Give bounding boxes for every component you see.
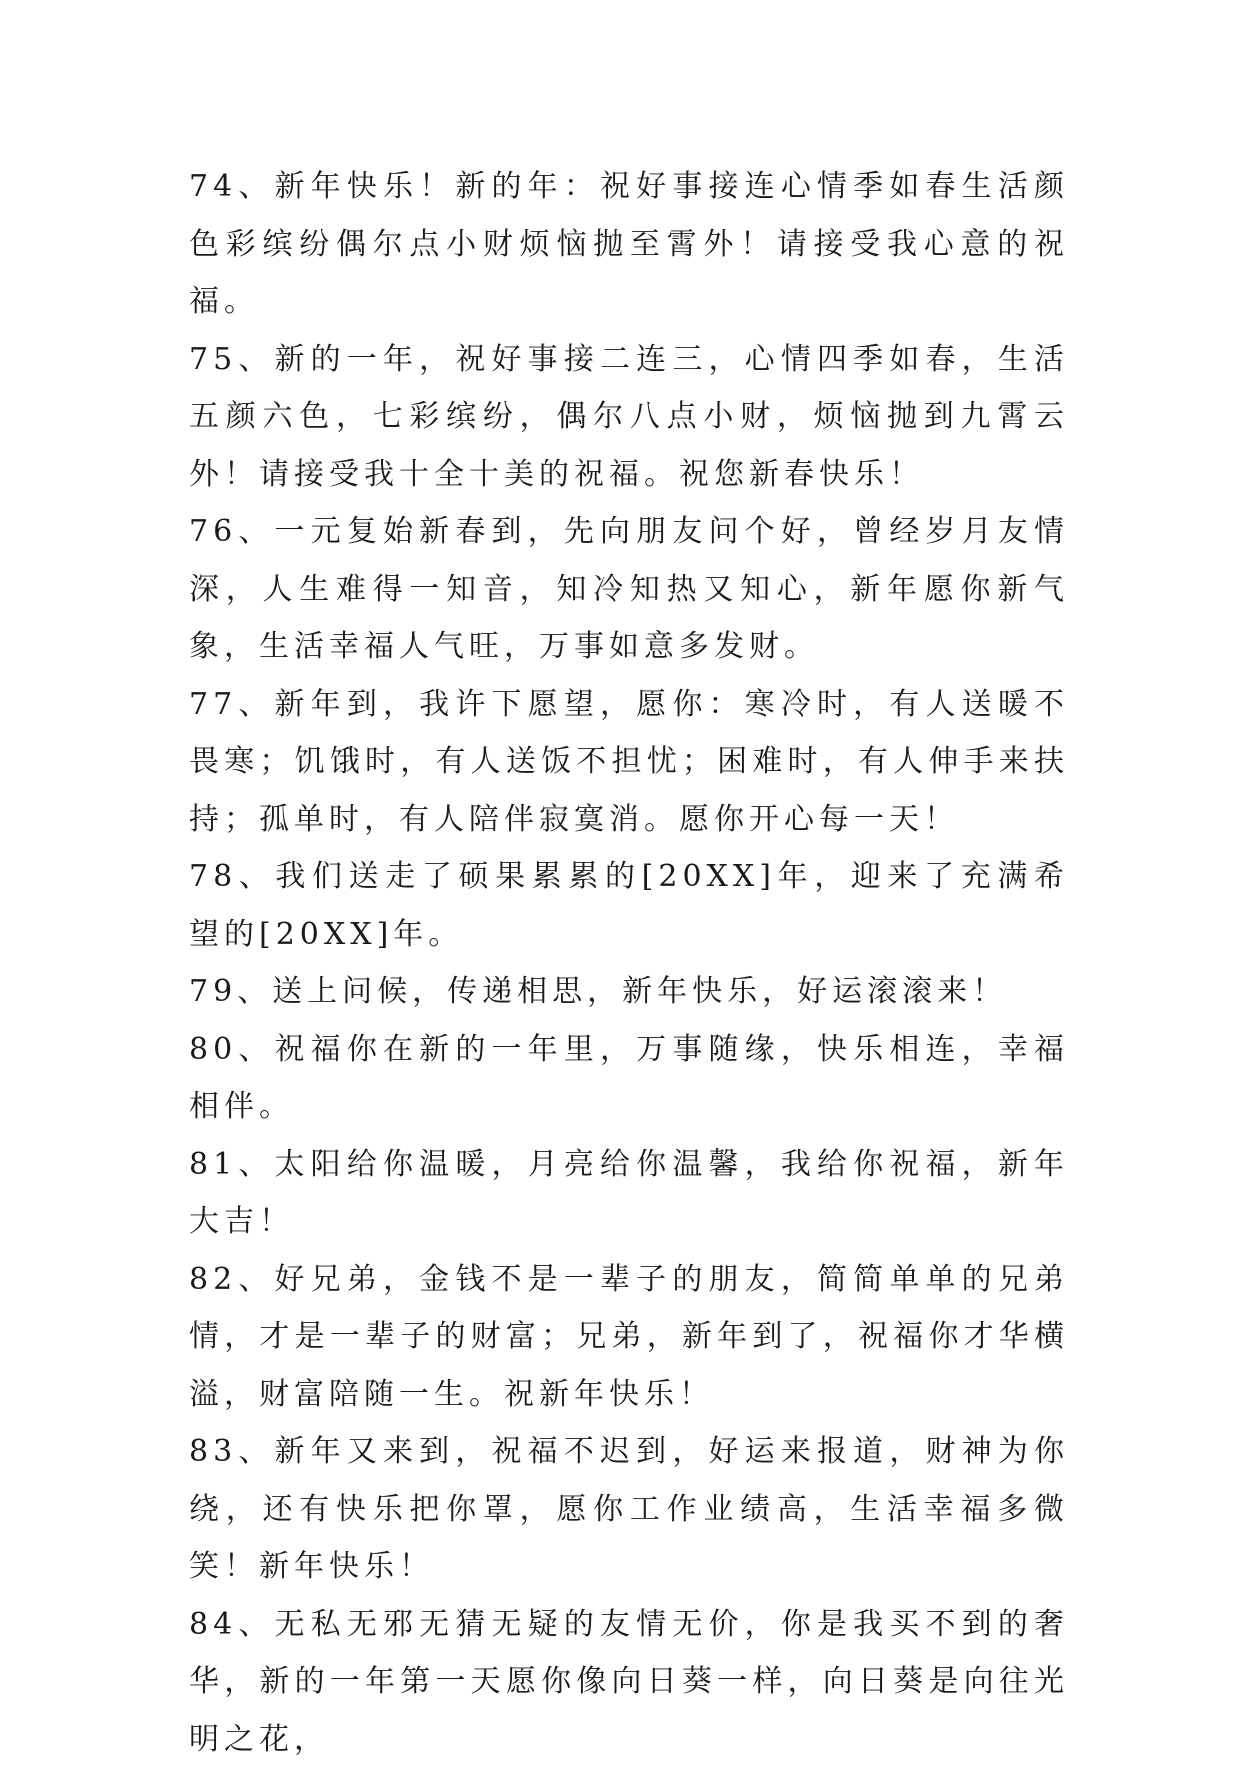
- document-body: [189, 158, 1069, 1768]
- paragraph-81: 81、太阳给你温暖，月亮给你温馨，我给你祝福，新年大吉！: [189, 1136, 1069, 1251]
- paragraph-80: 80、祝福你在新的一年里，万事随缘，快乐相连，幸福相伴。: [189, 1021, 1069, 1136]
- paragraph-75: 75、新的一年，祝好事接二连三，心情四季如春，生活五颜六色，七彩缤纷，偶尔八点小财，烦恼抛到九霄云外！请接受我十全十美的祝福。祝您新春快乐！: [189, 331, 1069, 504]
- paragraph-74: 74、新年快乐！新的年：祝好事接连心情季如春生活颜色彩缤纷偶尔点小财烦恼抛至霄外！请接受我心意的祝福。: [189, 158, 1069, 331]
- paragraph-79: 79、送上问候，传递相思，新年快乐，好运滚滚来！: [189, 963, 1069, 1021]
- paragraph-78: 78、我们送走了硕果累累的[20XX]年，迎来了充满希望的[20XX]年。: [189, 848, 1069, 963]
- paragraph-82: 82、好兄弟，金钱不是一辈子的朋友，简简单单的兄弟情，才是一辈子的财富；兄弟，新年到了，祝福你才华横溢，财富陪随一生。祝新年快乐！: [189, 1251, 1069, 1424]
- paragraph-77: 77、新年到，我许下愿望，愿你：寒冷时，有人送暖不畏寒；饥饿时，有人送饭不担忧；困难时，有人伸手来扶持；孤单时，有人陪伴寂寞消。愿你开心每一天！: [189, 676, 1069, 849]
- paragraph-83: 83、新年又来到，祝福不迟到，好运来报道，财神为你绕，还有快乐把你罩，愿你工作业绩高，生活幸福多微笑！新年快乐！: [189, 1423, 1069, 1596]
- paragraph-84: 84、无私无邪无猜无疑的友情无价，你是我买不到的奢华，新的一年第一天愿你像向日葵一样，向日葵是向往光明之花，: [189, 1596, 1069, 1768]
- paragraph-76: 76、一元复始新春到，先向朋友问个好，曾经岁月友情深，人生难得一知音，知冷知热又知心，新年愿你新气象，生活幸福人气旺，万事如意多发财。: [189, 503, 1069, 676]
